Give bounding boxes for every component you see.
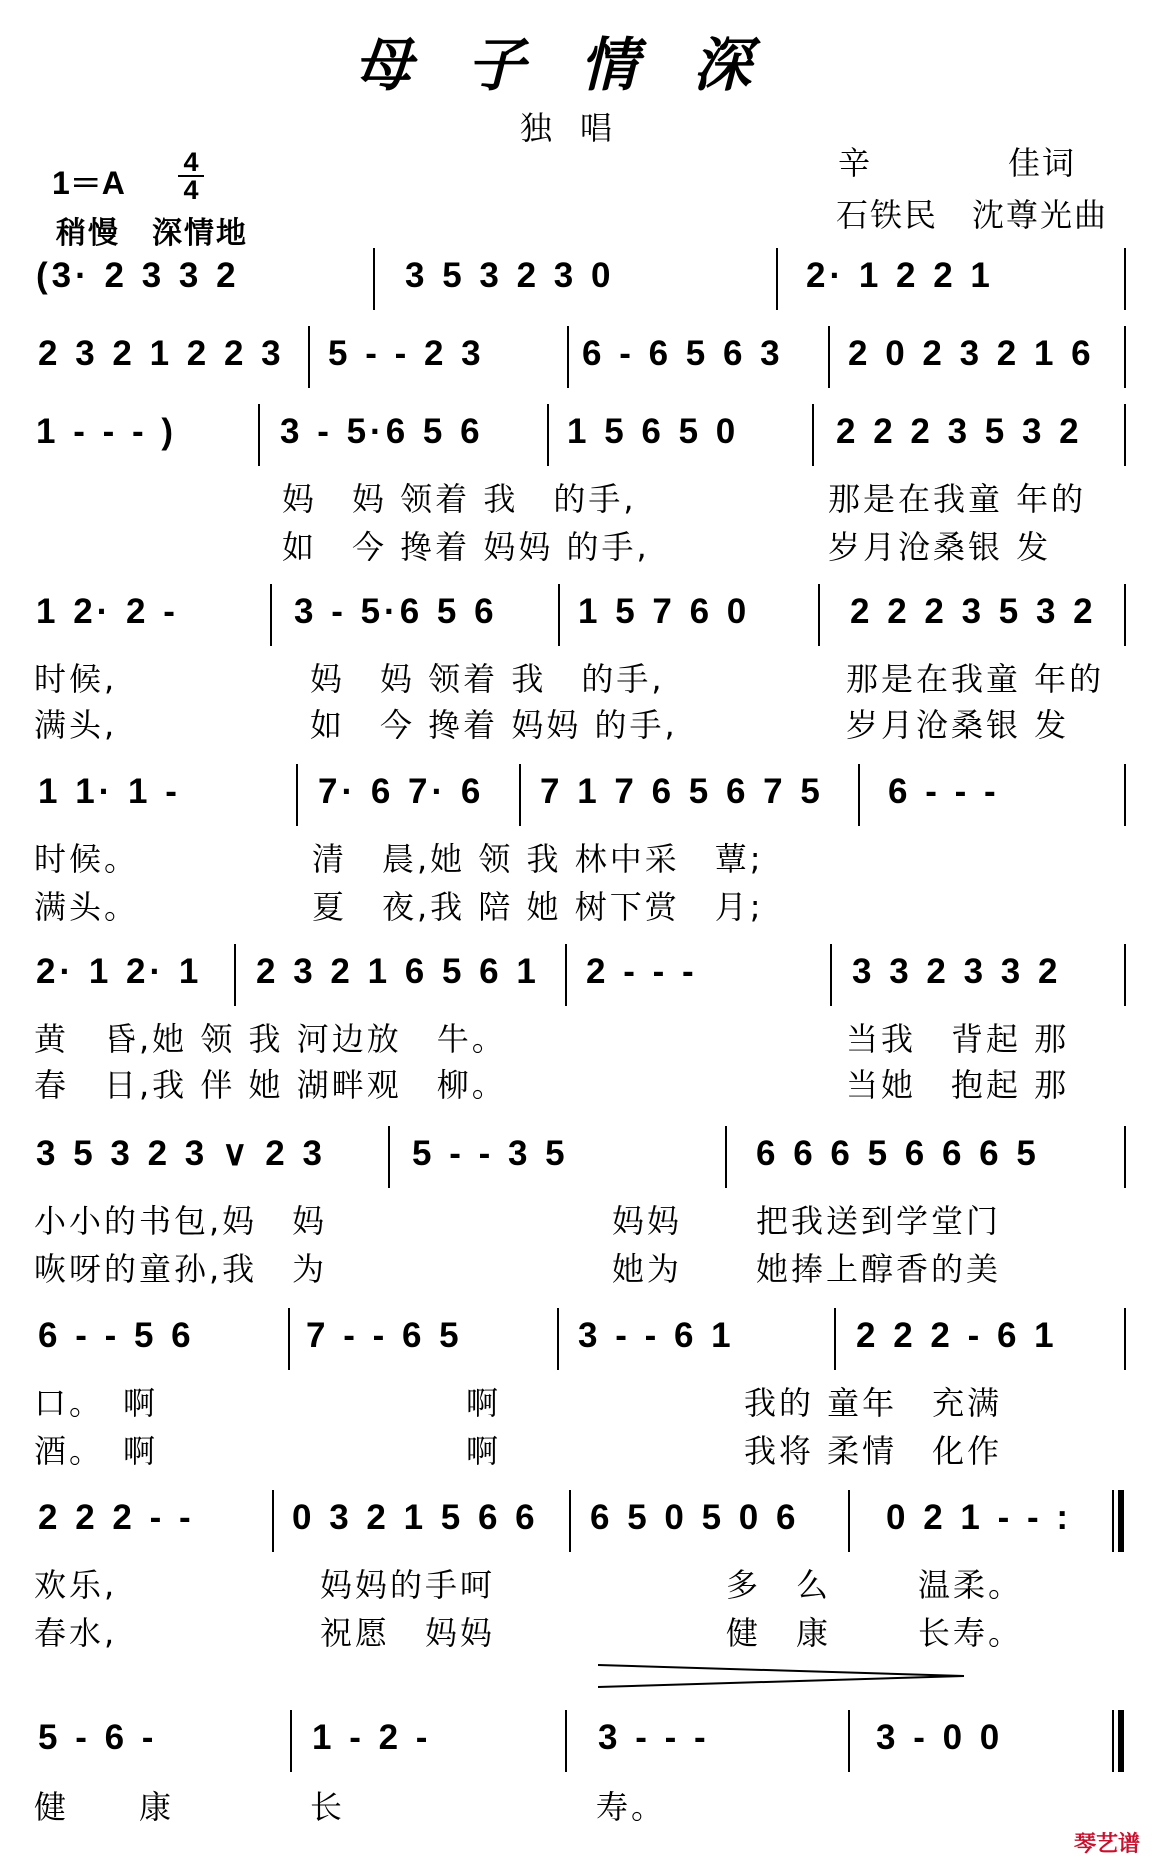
barline [234,944,236,1006]
measure: 0 3 2 1 5 6 6 [292,1498,539,1537]
measure: 6 - 6 5 6 3 [582,334,784,373]
barline [812,404,814,466]
barline [830,944,832,1006]
barline [828,326,830,388]
measure: 2 2 2 - 6 1 [856,1316,1058,1355]
lyric-verse-1: 寿。 [596,1788,667,1826]
measure: 3 5 3 2 3 ∨ 2 3 [36,1134,326,1173]
lyric-verse-1: 欢乐, [34,1566,118,1604]
lyric-verse-2: 啊 [466,1432,502,1470]
lyric-verse-2: 春水, [34,1614,118,1652]
lyric-verse-2: 满头, [34,706,118,744]
lyric-verse-1: 时候, [34,660,118,698]
lyric-verse-1: 时候。 [34,840,140,878]
lyric-verse-1: 温柔。 [918,1566,1024,1604]
barline [1124,326,1126,388]
measure: 2 3 2 1 6 5 6 1 [256,952,540,991]
decrescendo-hairpin [598,1662,968,1692]
lyric-verse-2: 咴呀的童孙,我 为 [34,1250,328,1288]
measure: 2 3 2 1 2 2 3 [38,334,285,373]
measure: 2 2 2 3 5 3 2 [850,592,1097,631]
key-signature: 1＝A [52,165,125,201]
lyric-verse-2: 祝愿 妈妈 [320,1614,496,1652]
lyric-verse-2: 酒。 啊 [34,1432,159,1470]
lyricist-credit: 辛 佳词 [838,144,1077,182]
barline [565,1710,567,1772]
lyric-verse-2: 长寿。 [918,1614,1024,1652]
measure: 3 - - 6 1 [578,1316,735,1355]
barline [1124,944,1126,1006]
barline [547,404,549,466]
measure: 5 - 6 - [38,1718,158,1757]
lyric-verse-1: 清 晨,她 领 我 林中采 蕈; [312,840,764,878]
lyric-verse-2: 当她 抱起 那 [846,1066,1070,1104]
measure: 5 - - 2 3 [328,334,485,373]
barline [288,1308,290,1370]
measure: 3 - 0 0 [876,1718,1004,1757]
barline [569,1490,571,1552]
barline [296,764,298,826]
measure: 3 - - - [598,1718,710,1757]
measure: 5 - - 3 5 [412,1134,569,1173]
barline [1124,404,1126,466]
measure: 2 - - - [586,952,698,991]
barline [567,326,569,388]
barline [270,584,272,646]
song-title: 母子情深 [353,31,806,99]
barline [519,764,521,826]
lyric-verse-1: 当我 背起 那 [846,1020,1070,1058]
measure: 2 2 2 - - [38,1498,195,1537]
lyric-verse-2: 满头。 [34,888,140,926]
barline [848,1490,850,1552]
repeat-barline [1112,1490,1124,1552]
lyric-verse-2: 如 今 搀着 妈妈 的手, [282,528,650,566]
lyric-verse-2: 岁月沧桑银 发 [846,706,1070,744]
song-subtitle: 独唱 [519,109,640,147]
lyric-verse-2: 岁月沧桑银 发 [828,528,1052,566]
barline [558,584,560,646]
lyric-verse-1: 长 [310,1788,346,1826]
barline [818,584,820,646]
barline [725,1126,727,1188]
measure: 7 - - 6 5 [306,1316,463,1355]
measure: 1 - - - ) [36,412,177,451]
barline [290,1710,292,1772]
measure: 1 5 6 5 0 [567,412,740,451]
lyric-verse-2: 健 康 [726,1614,832,1652]
time-signature-bottom: 4 [183,175,199,205]
measure: 7 1 7 6 5 6 7 5 [540,772,824,811]
barline [373,248,375,310]
lyric-verse-1: 我的 童年 充满 [744,1384,1003,1422]
measure: 3 3 2 3 3 2 [852,952,1062,991]
time-signature-top: 4 [183,147,199,177]
barline [1124,764,1126,826]
lyric-verse-1: 黄 昏,她 领 我 河边放 牛。 [34,1020,507,1058]
barline [1124,1308,1126,1370]
time-signature [178,147,204,205]
measure: 1 1· 1 - [38,772,181,811]
barline [565,944,567,1006]
barline [1124,248,1126,310]
measure: 3 - 5·6 5 6 [294,592,498,631]
measure: 6 - - 5 6 [38,1316,195,1355]
lyric-verse-1: 把我送到学堂门 [756,1202,1002,1240]
measure: 1 - 2 - [312,1718,432,1757]
tempo-marking: 稍慢 深情地 [56,216,248,251]
measure: 6 6 6 5 6 6 6 5 [756,1134,1040,1173]
lyric-verse-1: 那是在我童 年的 [828,480,1087,518]
barline [776,248,778,310]
barline [1124,1126,1126,1188]
barline [858,764,860,826]
barline [1124,584,1126,646]
lyric-verse-2: 春 日,我 伴 她 湖畔观 柳。 [34,1066,507,1104]
measure: 2 0 2 3 2 1 6 [848,334,1095,373]
measure: 2· 1 2· 1 [36,952,203,991]
lyric-verse-2: 她为 [612,1250,683,1288]
final-barline [1112,1710,1124,1772]
lyric-verse-1: 健 康 [34,1788,175,1826]
lyric-verse-1: 口。 啊 [34,1384,159,1422]
barline [557,1308,559,1370]
measure: 6 - - - [888,772,1000,811]
measure: 6 5 0 5 0 6 [590,1498,800,1537]
barline [308,326,310,388]
measure: 3 - 5·6 5 6 [280,412,484,451]
barline [388,1126,390,1188]
lyric-verse-1: 小小的书包,妈 妈 [34,1202,328,1240]
measure: 7· 6 7· 6 [318,772,485,811]
barline [272,1490,274,1552]
lyric-verse-1: 妈 妈 领着 我 的手, [310,660,665,698]
barline [834,1308,836,1370]
barline [258,404,260,466]
measure: 0 2 1 - - : [886,1498,1072,1537]
measure: 1 5 7 6 0 [578,592,751,631]
composer-credit: 石铁民 沈尊光曲 [836,196,1109,234]
measure: 2 2 2 3 5 3 2 [836,412,1083,451]
measure: (3· 2 3 3 2 [36,256,240,295]
lyric-verse-2: 她捧上醇香的美 [756,1250,1002,1288]
lyric-verse-1: 妈 妈 领着 我 的手, [282,480,637,518]
lyric-verse-2: 如 今 搀着 妈妈 的手, [310,706,678,744]
lyric-verse-2: 夏 夜,我 陪 她 树下赏 月; [312,888,764,926]
measure: 3 5 3 2 3 0 [405,256,615,295]
site-watermark: 琴艺谱 [1073,1832,1140,1857]
lyric-verse-1: 妈妈的手呵 [320,1566,496,1604]
lyric-verse-1: 啊 [466,1384,502,1422]
lyric-verse-1: 妈妈 [612,1202,683,1240]
lyric-verse-1: 多 么 [726,1566,832,1604]
measure: 2· 1 2 2 1 [806,256,994,295]
measure: 1 2· 2 - [36,592,179,631]
lyric-verse-2: 我将 柔情 化作 [744,1432,1003,1470]
lyric-verse-1: 那是在我童 年的 [846,660,1105,698]
barline [848,1710,850,1772]
